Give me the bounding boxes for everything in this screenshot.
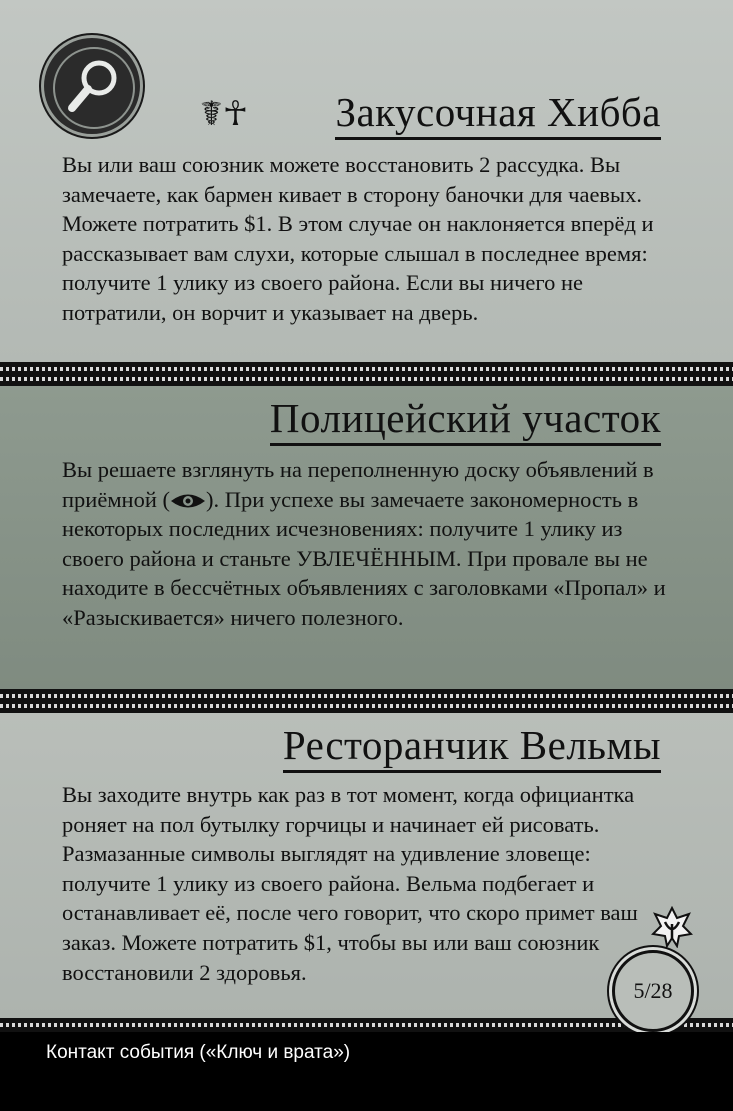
encounter-3-text: Вы заходите внутрь как раз в тот момент, когда официантка роняет на пол бутылку горчицы и начинает ей рисовать. Размазанные символы выглядят на удивление зловеще: получите 1 улику из своего района. Вельма подбегает и останавливает её, после чего говорит, что скоро примет ваш заказ. Можете потратить $1, чтобы вы или ваш союзник восстановили 2 здоровья. bbox=[62, 782, 638, 985]
encounter-2-title: Полицейский участок bbox=[270, 394, 661, 442]
magnifying-glass-icon bbox=[44, 38, 140, 134]
elder-sign-icon bbox=[651, 906, 693, 948]
encounter-3-title: Ресторанчик Вельмы bbox=[283, 721, 661, 769]
encounter-1-text: Вы или ваш союзник можете восстановить 2 рассудка. Вы замечаете, как бармен кивает в сторону баночки для чаевых. Можете потратить $1. В этом случае он наклоняется вперёд и рассказывает вам слухи, которые слышал в последнее время: получите 1 улику из своего района. Если вы ничего не потратили, он ворчит и указывает на дверь. bbox=[62, 152, 654, 325]
neighborhood-glyphs-icon: ☤☥ bbox=[200, 94, 249, 134]
encounter-1-title: Закусочная Хибба bbox=[335, 88, 661, 136]
section-divider bbox=[0, 362, 733, 386]
section-divider bbox=[0, 1018, 733, 1032]
card-number-badge: 5/28 bbox=[612, 950, 694, 1032]
footer-bar bbox=[0, 1032, 733, 1111]
eye-icon bbox=[170, 492, 206, 510]
section-divider bbox=[0, 689, 733, 713]
footer-caption: Контакт события («Ключ и врата») bbox=[46, 1042, 351, 1063]
encounter-2-text: Вы решаете взглянуть на переполненную доску объявлений в приёмной ( ). При успехе вы замечаете закономерность в некоторых последних исчезновениях: получите 1 улику из своего района и станьте УВЛЕЧЁННЫМ. При провале вы не находите в бессчётных объявлениях с заголовками «Пропал» и «Разыскивается» ничего полезного. bbox=[62, 457, 666, 630]
